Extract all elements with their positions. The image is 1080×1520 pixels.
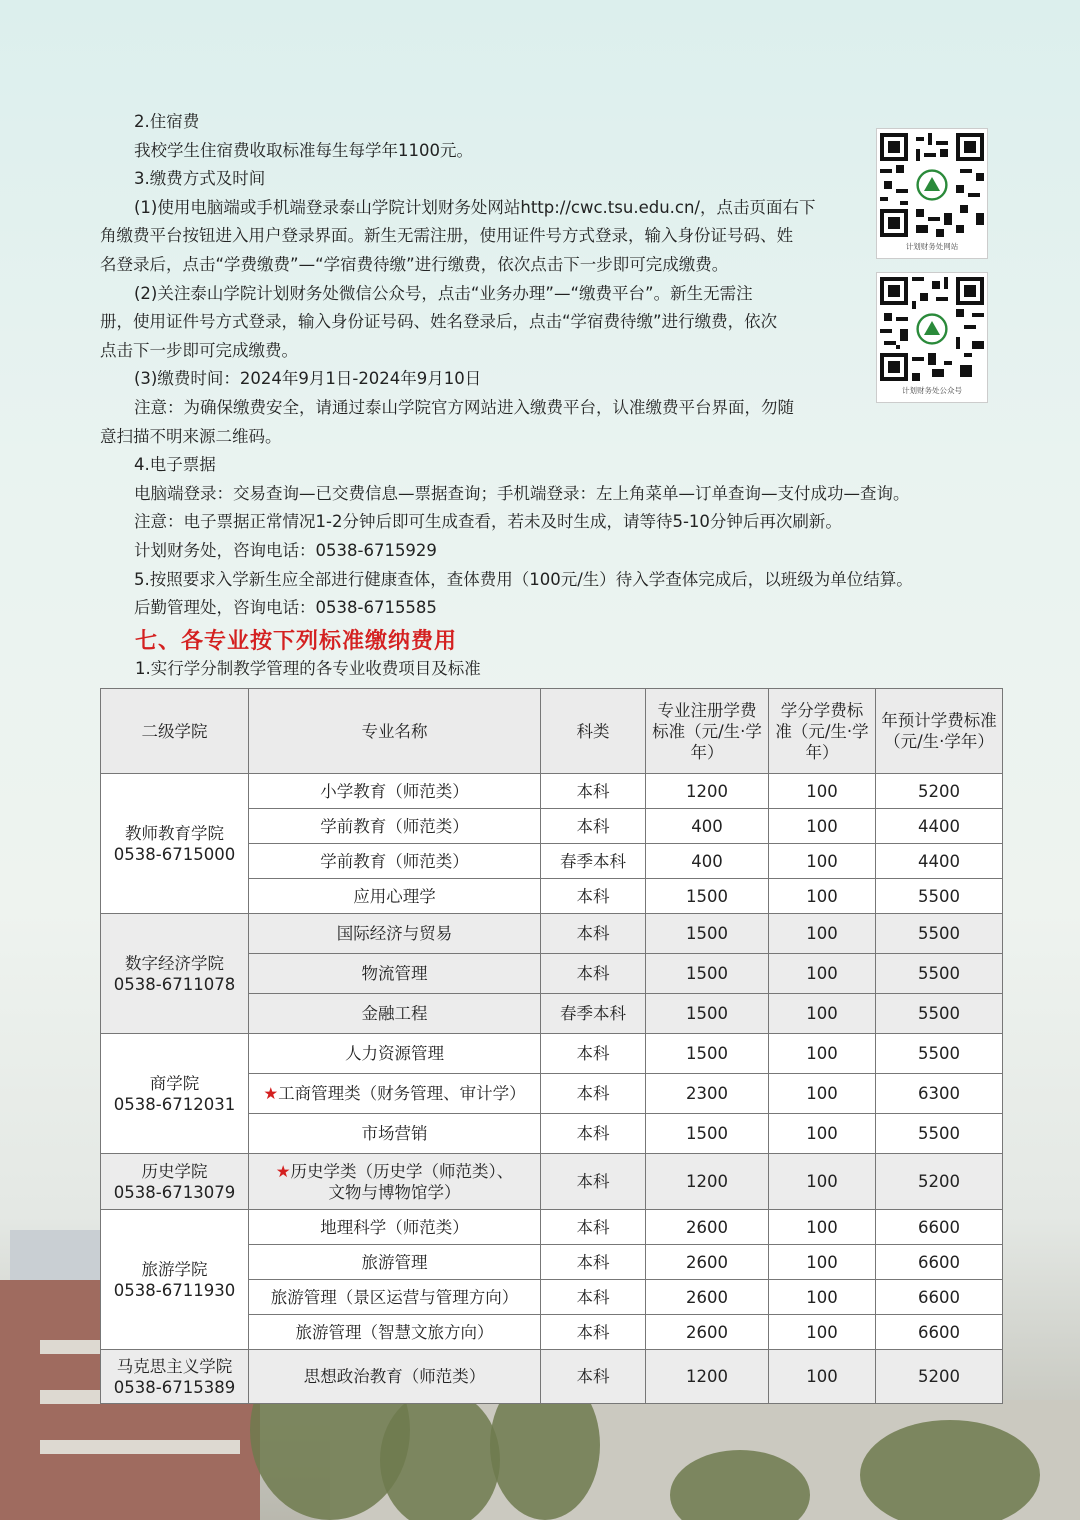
credit-fee-cell: 100 bbox=[769, 1280, 876, 1315]
major-line: 文物与博物馆学） bbox=[328, 1182, 461, 1202]
annual-fee-cell: 6600 bbox=[876, 1210, 1003, 1245]
annual-fee-cell: 6600 bbox=[876, 1280, 1003, 1315]
type-cell: 本科 bbox=[541, 1280, 646, 1315]
annual-fee-cell: 4400 bbox=[876, 809, 1003, 844]
table-body bbox=[101, 774, 1003, 1404]
annual-fee-cell: 5500 bbox=[876, 954, 1003, 994]
dept-name: 马克思主义学院 bbox=[116, 1356, 233, 1376]
type-cell: 本科 bbox=[541, 1114, 646, 1154]
type-cell: 本科 bbox=[541, 914, 646, 954]
section-subheading: 1.实行学分制教学管理的各专业收费项目及标准 bbox=[135, 659, 481, 678]
payment-p2-line: (2)关注泰山学院计划财务处微信公众号，点击“业务办理”—“缴费平台”。新生无需注 bbox=[134, 283, 753, 303]
qr-code-icon bbox=[880, 133, 984, 237]
major-cell bbox=[249, 774, 541, 809]
major-cell bbox=[249, 1350, 541, 1404]
dept-cell bbox=[101, 1034, 249, 1154]
major-name: 物流管理 bbox=[361, 964, 428, 983]
major-line bbox=[253, 1043, 536, 1064]
major-cell bbox=[249, 1280, 541, 1315]
type-cell: 本科 bbox=[541, 1034, 646, 1074]
credit-fee-cell: 100 bbox=[769, 1245, 876, 1280]
credit-fee-cell: 100 bbox=[769, 994, 876, 1034]
major-cell bbox=[249, 1034, 541, 1074]
major-cell bbox=[249, 1074, 541, 1114]
type-cell: 本科 bbox=[541, 1245, 646, 1280]
table-row bbox=[101, 1034, 1003, 1074]
major-name: 人力资源管理 bbox=[345, 1044, 444, 1063]
payment-title: 3.缴费方式及时间 bbox=[134, 169, 266, 189]
table-row bbox=[101, 914, 1003, 954]
major-name: 国际经济与贸易 bbox=[336, 924, 453, 943]
major-line bbox=[253, 816, 536, 837]
major-cell bbox=[249, 1114, 541, 1154]
major-name: 地理科学（师范类） bbox=[320, 1217, 469, 1237]
dept-phone: 0538-6715389 bbox=[113, 1377, 236, 1397]
dept-phone: 0538-6711930 bbox=[113, 1280, 236, 1300]
reg-fee-cell: 1500 bbox=[646, 914, 769, 954]
credit-fee-cell: 100 bbox=[769, 914, 876, 954]
type-cell: 本科 bbox=[541, 809, 646, 844]
dept-phone: 0538-6711078 bbox=[113, 974, 236, 994]
header-reg-fee: 专业注册学费标准（元/生·学年） bbox=[646, 689, 769, 774]
major-line bbox=[253, 1322, 536, 1343]
credit-fee-cell: 100 bbox=[769, 879, 876, 914]
payment-p1-line: 名登录后，点击“学费缴费”—“学宿费待缴”进行缴费，依次点击下一步即可完成缴费。 bbox=[100, 254, 729, 274]
major-line bbox=[253, 1123, 536, 1144]
credit-fee-cell: 100 bbox=[769, 774, 876, 809]
qr-caption: 计划财务处公众号 bbox=[902, 386, 962, 395]
dept-cell bbox=[101, 1350, 249, 1404]
credit-fee-cell: 100 bbox=[769, 1154, 876, 1210]
type-cell: 春季本科 bbox=[541, 844, 646, 879]
dept-phone: 0538-6712031 bbox=[113, 1094, 236, 1114]
major-name: 历史学类（历史学（师范类）、 bbox=[290, 1161, 514, 1181]
major-name: 思想政治教育（师范类） bbox=[303, 1367, 486, 1386]
header-major: 专业名称 bbox=[249, 689, 541, 774]
invoice-title: 4.电子票据 bbox=[134, 455, 216, 475]
dept-phone: 0538-6713079 bbox=[113, 1182, 236, 1202]
major-line bbox=[253, 1083, 536, 1104]
dept-cell bbox=[101, 774, 249, 914]
reg-fee-cell: 1200 bbox=[646, 774, 769, 809]
major-cell bbox=[249, 809, 541, 844]
annual-fee-cell: 6600 bbox=[876, 1315, 1003, 1350]
header-type: 科类 bbox=[541, 689, 646, 774]
reg-fee-cell: 2600 bbox=[646, 1280, 769, 1315]
type-cell: 本科 bbox=[541, 1210, 646, 1245]
credit-fee-cell: 100 bbox=[769, 809, 876, 844]
major-name: 旅游管理 bbox=[361, 1252, 428, 1272]
major-line bbox=[253, 923, 536, 944]
qr-caption: 计划财务处网站 bbox=[905, 242, 959, 251]
reg-fee-cell: 400 bbox=[646, 809, 769, 844]
header-credit-fee: 学分学费标准（元/生·学年） bbox=[769, 689, 876, 774]
reg-fee-cell: 2600 bbox=[646, 1315, 769, 1350]
fee-info-text bbox=[100, 108, 913, 623]
section-heading: 七、各专业按下列标准缴纳费用 bbox=[135, 629, 458, 654]
credit-fee-cell: 100 bbox=[769, 954, 876, 994]
major-cell bbox=[249, 844, 541, 879]
major-cell bbox=[249, 1154, 541, 1210]
credit-fee-cell: 100 bbox=[769, 1350, 876, 1404]
star-icon: ★ bbox=[263, 1084, 279, 1103]
major-cell bbox=[249, 954, 541, 994]
type-cell: 本科 bbox=[541, 1154, 646, 1210]
dept-name: 旅游学院 bbox=[141, 1259, 208, 1279]
star-icon: ★ bbox=[275, 1161, 291, 1181]
major-line bbox=[253, 1252, 536, 1273]
payment-time: (3)缴费时间：2024年9月1日-2024年9月10日 bbox=[134, 369, 482, 389]
major-cell bbox=[249, 1315, 541, 1350]
major-name: 金融工程 bbox=[361, 1004, 428, 1023]
qr-code-icon bbox=[880, 277, 984, 381]
annual-fee-cell: 5500 bbox=[876, 1034, 1003, 1074]
payment-p1-line: 角缴费平台按钮进入用户登录界面。新生无需注册，使用证件号方式登录，输入身份证号码、姓 bbox=[100, 226, 793, 246]
reg-fee-cell: 1500 bbox=[646, 1114, 769, 1154]
annual-fee-cell: 5200 bbox=[876, 774, 1003, 809]
major-name: 学前教育（师范类） bbox=[320, 816, 469, 836]
dept-cell bbox=[101, 914, 249, 1034]
reg-fee-cell: 1200 bbox=[646, 1154, 769, 1210]
invoice-note: 注意：电子票据正常情况1-2分钟后即可生成查看，若未及时生成，请等待5-10分钟后再次刷新。 bbox=[134, 512, 842, 532]
major-line bbox=[253, 1217, 536, 1238]
annual-fee-cell: 5200 bbox=[876, 1350, 1003, 1404]
annual-fee-cell: 4400 bbox=[876, 844, 1003, 879]
credit-fee-cell: 100 bbox=[769, 1315, 876, 1350]
major-line bbox=[253, 1366, 536, 1387]
major-name: 市场营销 bbox=[361, 1124, 428, 1143]
reg-fee-cell: 1500 bbox=[646, 994, 769, 1034]
major-name: 应用心理学 bbox=[353, 886, 436, 906]
dept-name: 商学院 bbox=[149, 1073, 200, 1093]
type-cell: 本科 bbox=[541, 954, 646, 994]
credit-fee-cell: 100 bbox=[769, 1210, 876, 1245]
table-row bbox=[101, 1350, 1003, 1404]
annual-fee-cell: 6300 bbox=[876, 1074, 1003, 1114]
payment-note-line: 注意：为确保缴费安全，请通过泰山学院官方网站进入缴费平台，认准缴费平台界面，勿随 bbox=[134, 397, 794, 417]
invoice-text: 电脑端登录：交易查询—已交费信息—票据查询；手机端登录：左上角菜单—订单查询—支付成功—查询。 bbox=[134, 483, 910, 503]
health-text: 5.按照要求入学新生应全部进行健康查体，查体费用（100元/生）待入学查体完成后，以班级为单位结算。 bbox=[134, 569, 913, 589]
dept-name: 历史学院 bbox=[141, 1161, 208, 1181]
annual-fee-cell: 5200 bbox=[876, 1154, 1003, 1210]
dept-phone: 0538-6715000 bbox=[113, 844, 236, 864]
major-name: 小学教育（师范类） bbox=[320, 781, 469, 801]
header-annual-fee: 年预计学费标准（元/生·学年） bbox=[876, 689, 1003, 774]
dept-cell bbox=[101, 1210, 249, 1350]
credit-fee-cell: 100 bbox=[769, 1074, 876, 1114]
reg-fee-cell: 2600 bbox=[646, 1245, 769, 1280]
table-row bbox=[101, 1154, 1003, 1210]
header-dept: 二级学院 bbox=[101, 689, 249, 774]
credit-fee-cell: 100 bbox=[769, 844, 876, 879]
reg-fee-cell: 1500 bbox=[646, 954, 769, 994]
qr-code-wechat[interactable] bbox=[876, 272, 988, 403]
major-name: 学前教育（师范类） bbox=[320, 851, 469, 871]
qr-code-website[interactable] bbox=[876, 128, 988, 259]
type-cell: 本科 bbox=[541, 1350, 646, 1404]
tree bbox=[380, 1390, 500, 1520]
reg-fee-cell: 1200 bbox=[646, 1350, 769, 1404]
major-cell bbox=[249, 1245, 541, 1280]
dept-cell bbox=[101, 1154, 249, 1210]
type-cell: 本科 bbox=[541, 774, 646, 809]
major-name: 工商管理类（财务管理、审计学） bbox=[278, 1084, 526, 1103]
table-row bbox=[101, 774, 1003, 809]
major-line bbox=[253, 1161, 536, 1182]
major-cell bbox=[249, 914, 541, 954]
table-row bbox=[101, 1210, 1003, 1245]
dept-name: 数字经济学院 bbox=[125, 953, 224, 973]
building-stripe bbox=[40, 1440, 240, 1454]
accommodation-title: 2.住宿费 bbox=[134, 112, 200, 131]
annual-fee-cell: 5500 bbox=[876, 879, 1003, 914]
type-cell: 春季本科 bbox=[541, 994, 646, 1034]
reg-fee-cell: 2300 bbox=[646, 1074, 769, 1114]
annual-fee-cell: 6600 bbox=[876, 1245, 1003, 1280]
major-cell bbox=[249, 994, 541, 1034]
major-line bbox=[253, 851, 536, 872]
reg-fee-cell: 1500 bbox=[646, 1034, 769, 1074]
payment-p1-line: (1)使用电脑端或手机端登录泰山学院计划财务处网站http://cwc.tsu.edu.cn/，点击页面右下 bbox=[134, 197, 816, 217]
major-line bbox=[253, 886, 536, 907]
finance-contact: 计划财务处，咨询电话：0538-6715929 bbox=[134, 540, 437, 560]
type-cell: 本科 bbox=[541, 1315, 646, 1350]
reg-fee-cell: 400 bbox=[646, 844, 769, 879]
major-cell bbox=[249, 879, 541, 914]
fee-table bbox=[100, 688, 1003, 1404]
type-cell: 本科 bbox=[541, 879, 646, 914]
major-line bbox=[253, 781, 536, 802]
payment-p2-line: 册，使用证件号方式登录，输入身份证号码、姓名登录后，点击“学宿费待缴”进行缴费，依次 bbox=[100, 312, 778, 332]
table-header-row bbox=[101, 689, 1003, 774]
tree bbox=[860, 1420, 1040, 1520]
accommodation-text: 我校学生住宿费收取标准每生每学年1100元。 bbox=[134, 140, 473, 160]
payment-note-line: 意扫描不明来源二维码。 bbox=[100, 426, 282, 446]
annual-fee-cell: 5500 bbox=[876, 914, 1003, 954]
dept-name: 教师教育学院 bbox=[125, 823, 224, 843]
major-name: 旅游管理（景区运营与管理方向） bbox=[270, 1287, 519, 1307]
logistics-contact: 后勤管理处，咨询电话：0538-6715585 bbox=[134, 598, 437, 618]
payment-p2-line: 点击下一步即可完成缴费。 bbox=[100, 340, 298, 360]
annual-fee-cell: 5500 bbox=[876, 1114, 1003, 1154]
reg-fee-cell: 1500 bbox=[646, 879, 769, 914]
type-cell: 本科 bbox=[541, 1074, 646, 1114]
major-line bbox=[253, 1003, 536, 1024]
major-line bbox=[253, 963, 536, 984]
reg-fee-cell: 2600 bbox=[646, 1210, 769, 1245]
credit-fee-cell: 100 bbox=[769, 1034, 876, 1074]
credit-fee-cell: 100 bbox=[769, 1114, 876, 1154]
major-name: 旅游管理（智慧文旅方向） bbox=[295, 1322, 494, 1342]
major-cell bbox=[249, 1210, 541, 1245]
annual-fee-cell: 5500 bbox=[876, 994, 1003, 1034]
major-line bbox=[253, 1287, 536, 1308]
